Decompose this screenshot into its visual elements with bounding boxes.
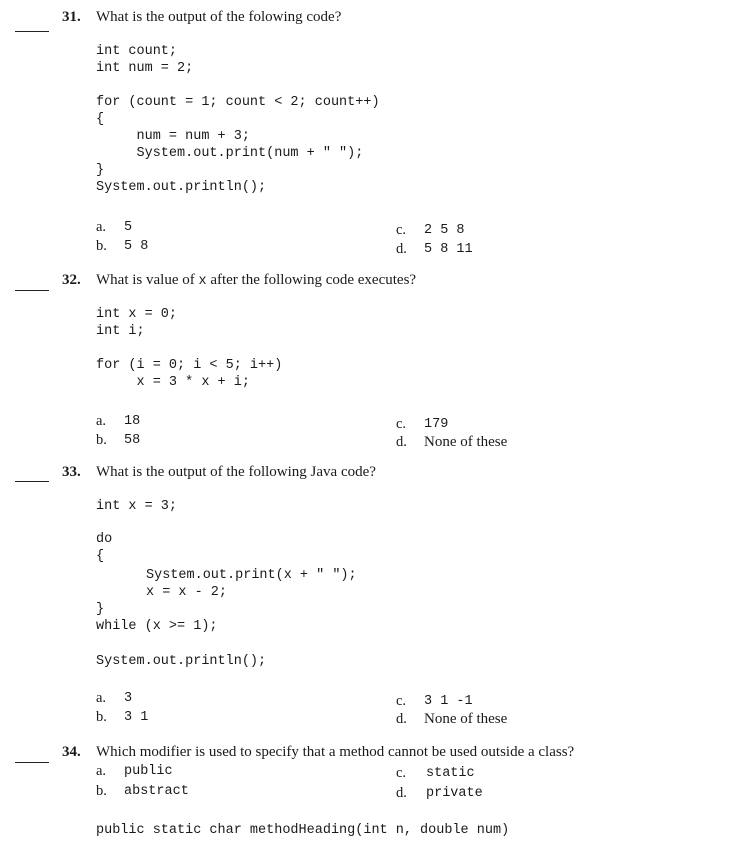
- method-heading-code: public static char methodHeading(int n, double num): [96, 823, 510, 838]
- option-d-text: None of these: [424, 434, 508, 450]
- code-block: } while (x >= 1);: [96, 602, 218, 634]
- option-letter-a: a.: [96, 219, 107, 235]
- question-number: 33.: [62, 464, 81, 480]
- prompt-text: after the following code executes?: [210, 272, 417, 288]
- option-a-text: 18: [124, 414, 141, 429]
- prompt-text: What is value of: [96, 272, 195, 288]
- option-b-text: abstract: [124, 784, 189, 799]
- option-d-text: private: [426, 786, 483, 801]
- option-letter-a: a.: [96, 690, 107, 706]
- option-a-text: 3: [124, 691, 133, 706]
- question-number: 34.: [62, 744, 81, 760]
- answer-blank-34: [15, 762, 49, 763]
- option-letter-d: d.: [396, 711, 407, 727]
- code-block: int x = 0; int i; for (i = 0; i < 5; i++) x = 3 * x + i;: [96, 307, 283, 390]
- code-block: int count; int num = 2; for (count = 1; count < 2; count++) { num = num + 3; System.out.print(num + " "); } System.out.println();: [96, 44, 380, 195]
- question-prompt: What is the output of the following Java code?: [96, 464, 376, 480]
- question-prompt: [96, 272, 416, 289]
- option-letter-d: d.: [396, 785, 407, 801]
- option-letter-b: b.: [96, 432, 107, 448]
- question-number: 31.: [62, 9, 81, 25]
- option-a-text: public: [124, 764, 173, 779]
- option-letter-d: d.: [396, 434, 407, 450]
- option-letter-b: b.: [96, 783, 107, 799]
- code-block: System.out.print(x + " "); x = x - 2;: [146, 568, 357, 600]
- option-d-text: 5 8 11: [424, 242, 473, 257]
- option-letter-d: d.: [396, 241, 407, 257]
- answer-blank-31: [15, 31, 49, 32]
- option-c-text: static: [426, 766, 475, 781]
- question-prompt: What is the output of the folowing code?: [96, 9, 342, 25]
- option-letter-c: c.: [396, 765, 407, 781]
- option-c-text: 3 1 -1: [424, 694, 473, 709]
- code-line: System.out.println();: [96, 654, 267, 669]
- answer-blank-33: [15, 481, 49, 482]
- answer-blank-32: [15, 290, 49, 291]
- option-letter-c: c.: [396, 222, 407, 238]
- option-c-text: 2 5 8: [424, 223, 465, 238]
- option-letter-b: b.: [96, 238, 107, 254]
- option-a-text: 5: [124, 220, 133, 235]
- code-line: int x = 3;: [96, 499, 178, 514]
- code-block: do {: [96, 532, 113, 564]
- option-letter-c: c.: [396, 416, 407, 432]
- prompt-variable: x: [198, 274, 207, 289]
- option-letter-b: b.: [96, 709, 107, 725]
- option-b-text: 3 1: [124, 710, 149, 725]
- option-letter-a: a.: [96, 763, 107, 779]
- option-letter-c: c.: [396, 693, 407, 709]
- option-letter-a: a.: [96, 413, 107, 429]
- option-d-text: None of these: [424, 711, 508, 727]
- question-prompt: Which modifier is used to specify that a method cannot be used outside a class?: [96, 744, 575, 760]
- question-number: 32.: [62, 272, 81, 288]
- option-b-text: 58: [124, 433, 141, 448]
- option-b-text: 5 8: [124, 239, 149, 254]
- option-c-text: 179: [424, 417, 449, 432]
